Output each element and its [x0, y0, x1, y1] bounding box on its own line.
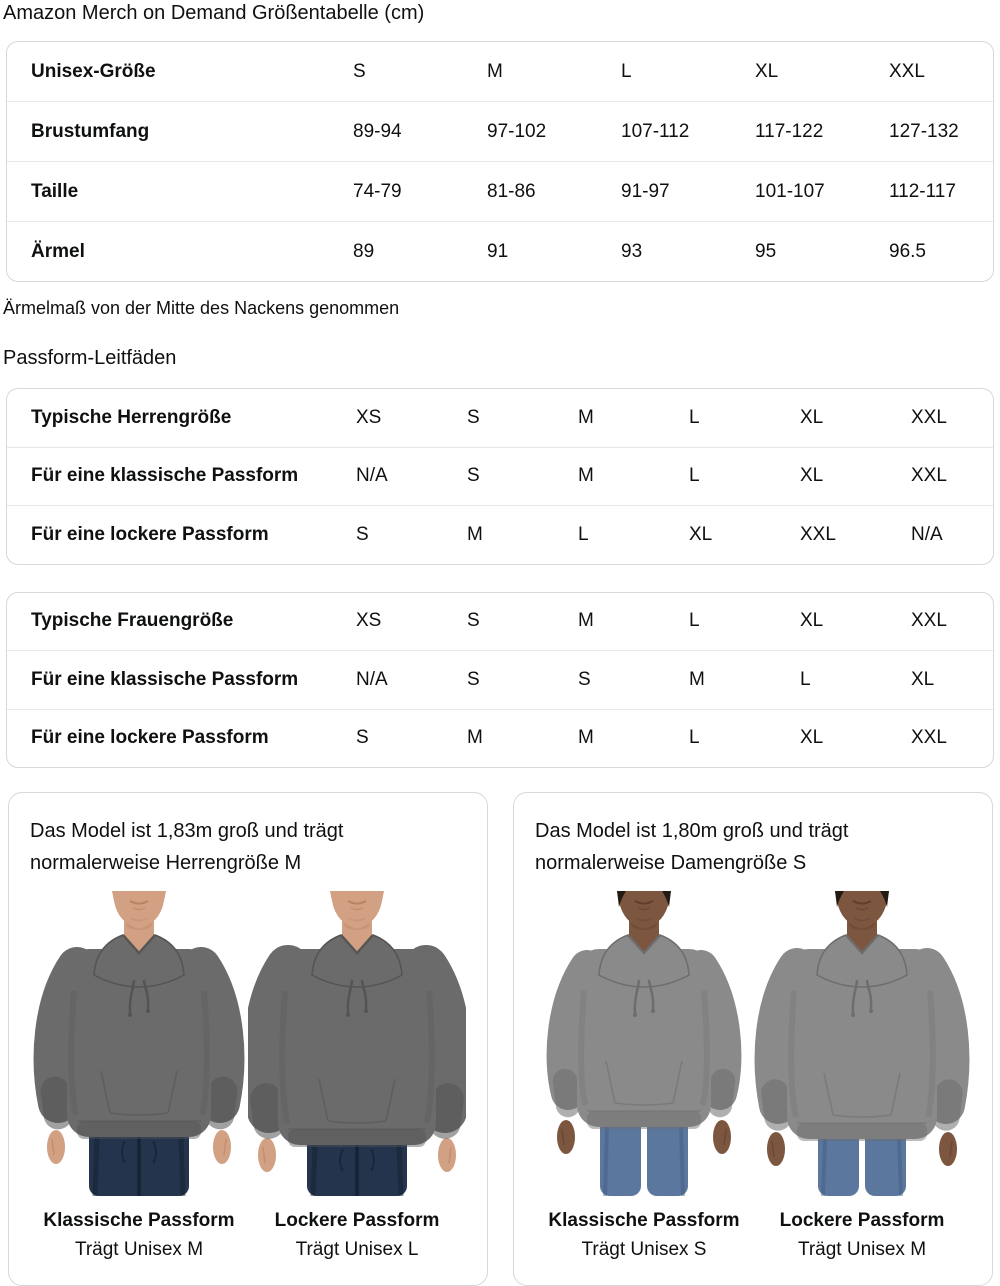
size-cell: S — [353, 60, 366, 82]
size-cell: S — [356, 523, 369, 545]
model-description: Das Model ist 1,83m groß und trägt normalerweise Herrengröße M — [30, 820, 344, 874]
size-cell: XXL — [800, 523, 836, 545]
model-photo — [30, 891, 248, 1196]
size-cell: S — [467, 406, 480, 428]
size-cell: XL — [911, 668, 935, 690]
size-cell: 81-86 — [487, 180, 536, 202]
sleeve-measure-note: Ärmelmaß von der Mitte des Nackens genommen — [3, 298, 400, 318]
model-figure-classic — [535, 891, 753, 1261]
size-cell: M — [467, 523, 483, 545]
size-cell: 107-112 — [621, 120, 690, 142]
model-photo — [248, 891, 466, 1196]
row-label: Taille — [31, 180, 79, 202]
size-cell: 93 — [621, 240, 643, 262]
size-cell: XS — [356, 406, 382, 428]
size-cell: 96.5 — [889, 240, 926, 262]
size-cell: M — [578, 727, 594, 749]
size-cell: M — [689, 668, 705, 690]
model-cards-row — [8, 792, 992, 1286]
row-label: Ärmel — [31, 240, 85, 262]
size-cell: 89 — [353, 240, 375, 262]
size-cell: XL — [800, 610, 824, 632]
size-cell: L — [689, 610, 700, 632]
model-description: Das Model ist 1,80m groß und trägt normalerweise Damengröße S — [535, 820, 849, 874]
table-row — [7, 221, 993, 281]
size-cell: L — [621, 60, 632, 82]
size-cell: L — [578, 523, 589, 545]
size-cell: S — [467, 610, 480, 632]
model-figure-loose — [753, 891, 971, 1261]
size-cell: L — [800, 668, 811, 690]
size-cell: XXL — [889, 60, 925, 82]
size-cell: 91-97 — [621, 180, 670, 202]
size-cell: XXL — [911, 465, 947, 487]
size-cell: XL — [800, 727, 824, 749]
size-cell: XL — [800, 465, 824, 487]
table-row — [7, 101, 993, 161]
model-figures — [535, 891, 971, 1261]
size-cell: L — [689, 406, 700, 428]
table-row — [7, 709, 993, 768]
size-cell: S — [356, 727, 369, 749]
fit-caption: Lockere Passform — [274, 1210, 440, 1231]
row-label: Für eine klassische Passform — [31, 465, 299, 487]
table-row — [7, 161, 993, 221]
size-cell: 97-102 — [487, 120, 547, 142]
model-figure-classic — [30, 891, 248, 1261]
fit-subcaption: Trägt Unisex L — [295, 1239, 419, 1260]
womens-fit-table — [6, 592, 994, 769]
model-photo — [535, 891, 753, 1196]
size-cell: 89-94 — [353, 120, 402, 142]
model-figures — [30, 891, 466, 1261]
fit-guides-title: Passform-Leitfäden — [3, 347, 177, 369]
row-label: Brustumfang — [31, 120, 150, 142]
size-cell: XL — [755, 60, 779, 82]
size-cell: M — [578, 406, 594, 428]
size-cell: 117-122 — [755, 120, 824, 142]
mens-fit-table — [6, 388, 994, 565]
size-cell: XL — [800, 406, 824, 428]
size-cell: N/A — [356, 465, 388, 487]
size-cell: M — [578, 465, 594, 487]
fit-subcaption: Trägt Unisex S — [581, 1239, 707, 1260]
fit-subcaption: Trägt Unisex M — [74, 1239, 204, 1260]
size-cell: 112-117 — [889, 180, 956, 202]
size-cell: S — [467, 465, 480, 487]
size-cell: M — [578, 610, 594, 632]
model-figure-loose — [248, 891, 466, 1261]
size-cell: N/A — [911, 523, 943, 545]
table-row — [7, 447, 993, 506]
row-label: Für eine klassische Passform — [31, 668, 299, 690]
model-photo — [753, 891, 971, 1196]
row-label: Für eine lockere Passform — [31, 727, 269, 749]
table-row — [7, 650, 993, 709]
row-label: Unisex-Größe — [31, 60, 156, 82]
table-row — [7, 593, 993, 651]
mens-model-card — [8, 792, 488, 1286]
table-row — [7, 389, 993, 447]
fit-caption: Klassische Passform — [548, 1210, 740, 1231]
table-row — [7, 42, 993, 101]
fit-caption: Lockere Passform — [779, 1210, 945, 1231]
row-label: Typische Herrengröße — [31, 406, 232, 428]
size-cell: L — [689, 727, 700, 749]
size-cell: L — [689, 465, 700, 487]
fit-caption: Klassische Passform — [43, 1210, 235, 1231]
size-cell: XXL — [911, 406, 947, 428]
size-cell: XXL — [911, 610, 947, 632]
size-cell: XL — [689, 523, 713, 545]
size-cell: M — [467, 727, 483, 749]
size-cell: S — [578, 668, 591, 690]
size-cell: 95 — [755, 240, 777, 262]
size-cell: 127-132 — [889, 120, 959, 142]
size-cell: 74-79 — [353, 180, 402, 202]
unisex-size-table — [6, 41, 994, 282]
size-cell: S — [467, 668, 480, 690]
size-cell: XXL — [911, 727, 947, 749]
row-label: Typische Frauengröße — [31, 610, 234, 632]
fit-subcaption: Trägt Unisex M — [797, 1239, 927, 1260]
size-cell: N/A — [356, 668, 388, 690]
size-cell: M — [487, 60, 503, 82]
page-title: Amazon Merch on Demand Größentabelle (cm) — [3, 2, 425, 24]
size-cell: 91 — [487, 240, 509, 262]
size-cell: XS — [356, 610, 382, 632]
row-label: Für eine lockere Passform — [31, 523, 269, 545]
table-row — [7, 505, 993, 564]
womens-model-card — [513, 792, 993, 1286]
size-cell: 101-107 — [755, 180, 825, 202]
